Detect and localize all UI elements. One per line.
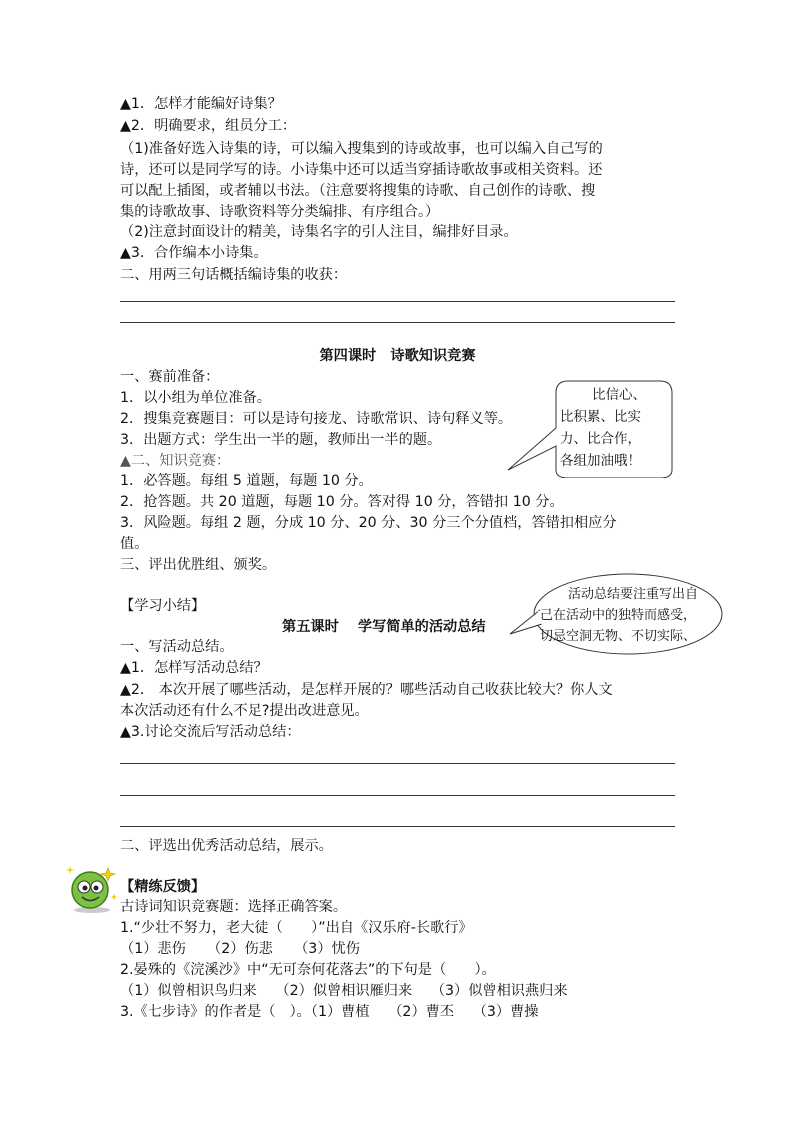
select-excellent: 二、评选出优秀活动总结，展示。 — [120, 838, 333, 854]
paragraph-line: （1)准备好选入诗集的诗，可以编入搜集到的诗或故事，也可以编入自己写的 — [120, 141, 603, 157]
list-item: 1．以小组为单位准备。 — [120, 390, 271, 406]
answer-line — [120, 322, 675, 323]
list-item: ▲2． 本次开展了哪些活动，是怎样开展的？哪些活动自己收获比较大？你人文 — [120, 682, 613, 698]
heading-preparation: 一、赛前准备： — [120, 369, 220, 385]
question-2-options: （1）似曾相识鸟归来 （2）似曾相识雁归来 （3）似曾相识燕归来 — [120, 983, 568, 999]
summarize-gain-prompt: 二、用两三句话概括编诗集的收获： — [120, 267, 348, 283]
section-title: 第四课时 诗歌知识竞赛 — [319, 348, 476, 364]
heading-knowledge-contest: ▲二、知识竞赛： — [120, 453, 231, 469]
bubble-text — [540, 584, 720, 647]
summary-label: 【学习小结】 — [120, 598, 206, 614]
answer-line — [120, 301, 675, 302]
answer-line — [120, 826, 675, 827]
bubble-line: 己在活动中的独特而感受， — [540, 608, 697, 623]
section-title: 第五课时 学写简单的活动总结 — [282, 619, 486, 635]
bubble-line: 活动总结要注重写出自 — [568, 587, 699, 602]
question-2: 2.晏殊的《浣溪沙》中“无可奈何花落去”的下句是（ ）。 — [120, 962, 496, 978]
award-line: 三、评出优胜组、颁奖。 — [120, 557, 277, 573]
list-item: 3．出题方式：学生出一半的题，教师出一半的题。 — [120, 432, 442, 448]
practice-intro: 古诗词知识竞赛题：选择正确答案。 — [120, 899, 348, 915]
list-item: 值。 — [120, 536, 149, 552]
cooperate-line: ▲3．合作编本小诗集。 — [120, 245, 268, 261]
list-item: ▲3.讨论交流后写活动总结： — [120, 724, 301, 740]
practice-label: 【精练反馈】 — [120, 879, 206, 895]
bubble-line: 各组加油哦！ — [560, 453, 641, 469]
list-item: 2．抢答题。共 20 道题，每题 10 分。答对得 10 分，答错扣 10 分。 — [120, 494, 564, 510]
paragraph-line: 集的诗歌故事、诗歌资料等分类编排、有序组合。） — [120, 204, 440, 220]
list-item: 1．必答题。每组 5 道题，每题 10 分。 — [120, 473, 373, 489]
bubble-line: 力、比合作， — [560, 431, 641, 447]
heading-write-summary: 一、写活动总结。 — [120, 639, 234, 655]
list-item: 本次活动还有什么不足?提出改进意见。 — [120, 703, 369, 719]
clarify-requirements: ▲2．明确要求，组员分工： — [120, 118, 297, 134]
bubble-line: 切忌空洞无物、不切实际、 — [540, 629, 697, 644]
answer-line — [120, 763, 675, 764]
bubble-line: 比积累、比实 — [560, 409, 641, 425]
paragraph-line: 可以配上插图，或者辅以书法。（注意要将搜集的诗歌、自己创作的诗歌、搜 — [120, 183, 596, 199]
list-item: 3．风险题。每组 2 题，分成 10 分、20 分、30 分三个分值档，答错扣相应分 — [120, 515, 617, 531]
paragraph-line: 诗，还可以是同学写的诗。小诗集中还可以适当穿插诗歌故事或相关资料。还 — [120, 162, 603, 178]
paragraph-line: （2)注意封面设计的精美，诗集名字的引人注目，编排好目录。 — [120, 224, 518, 240]
bubble-line: 比信心、 — [592, 387, 646, 403]
green-smiley-mascot-icon — [62, 862, 120, 914]
question-1-options: （1）悲伤 （2）伤悲 （3）忧伤 — [120, 941, 360, 957]
question-1: 1.“少壮不努力，老大徒（ ）”出自《汉乐府-长歌行》 — [120, 920, 473, 936]
bubble-text — [560, 384, 670, 472]
question-make-poetry-collection: ▲1．怎样才能编好诗集？ — [120, 96, 282, 112]
list-item: ▲1．怎样写活动总结？ — [120, 660, 268, 676]
question-3: 3.《七步诗》的作者是（ ）。（1）曹植 （2）曹丕 （3）曹操 — [120, 1004, 539, 1020]
list-item: 2．搜集竞赛题目：可以是诗句接龙、诗歌常识、诗句释义等。 — [120, 411, 513, 427]
answer-line — [120, 795, 675, 796]
